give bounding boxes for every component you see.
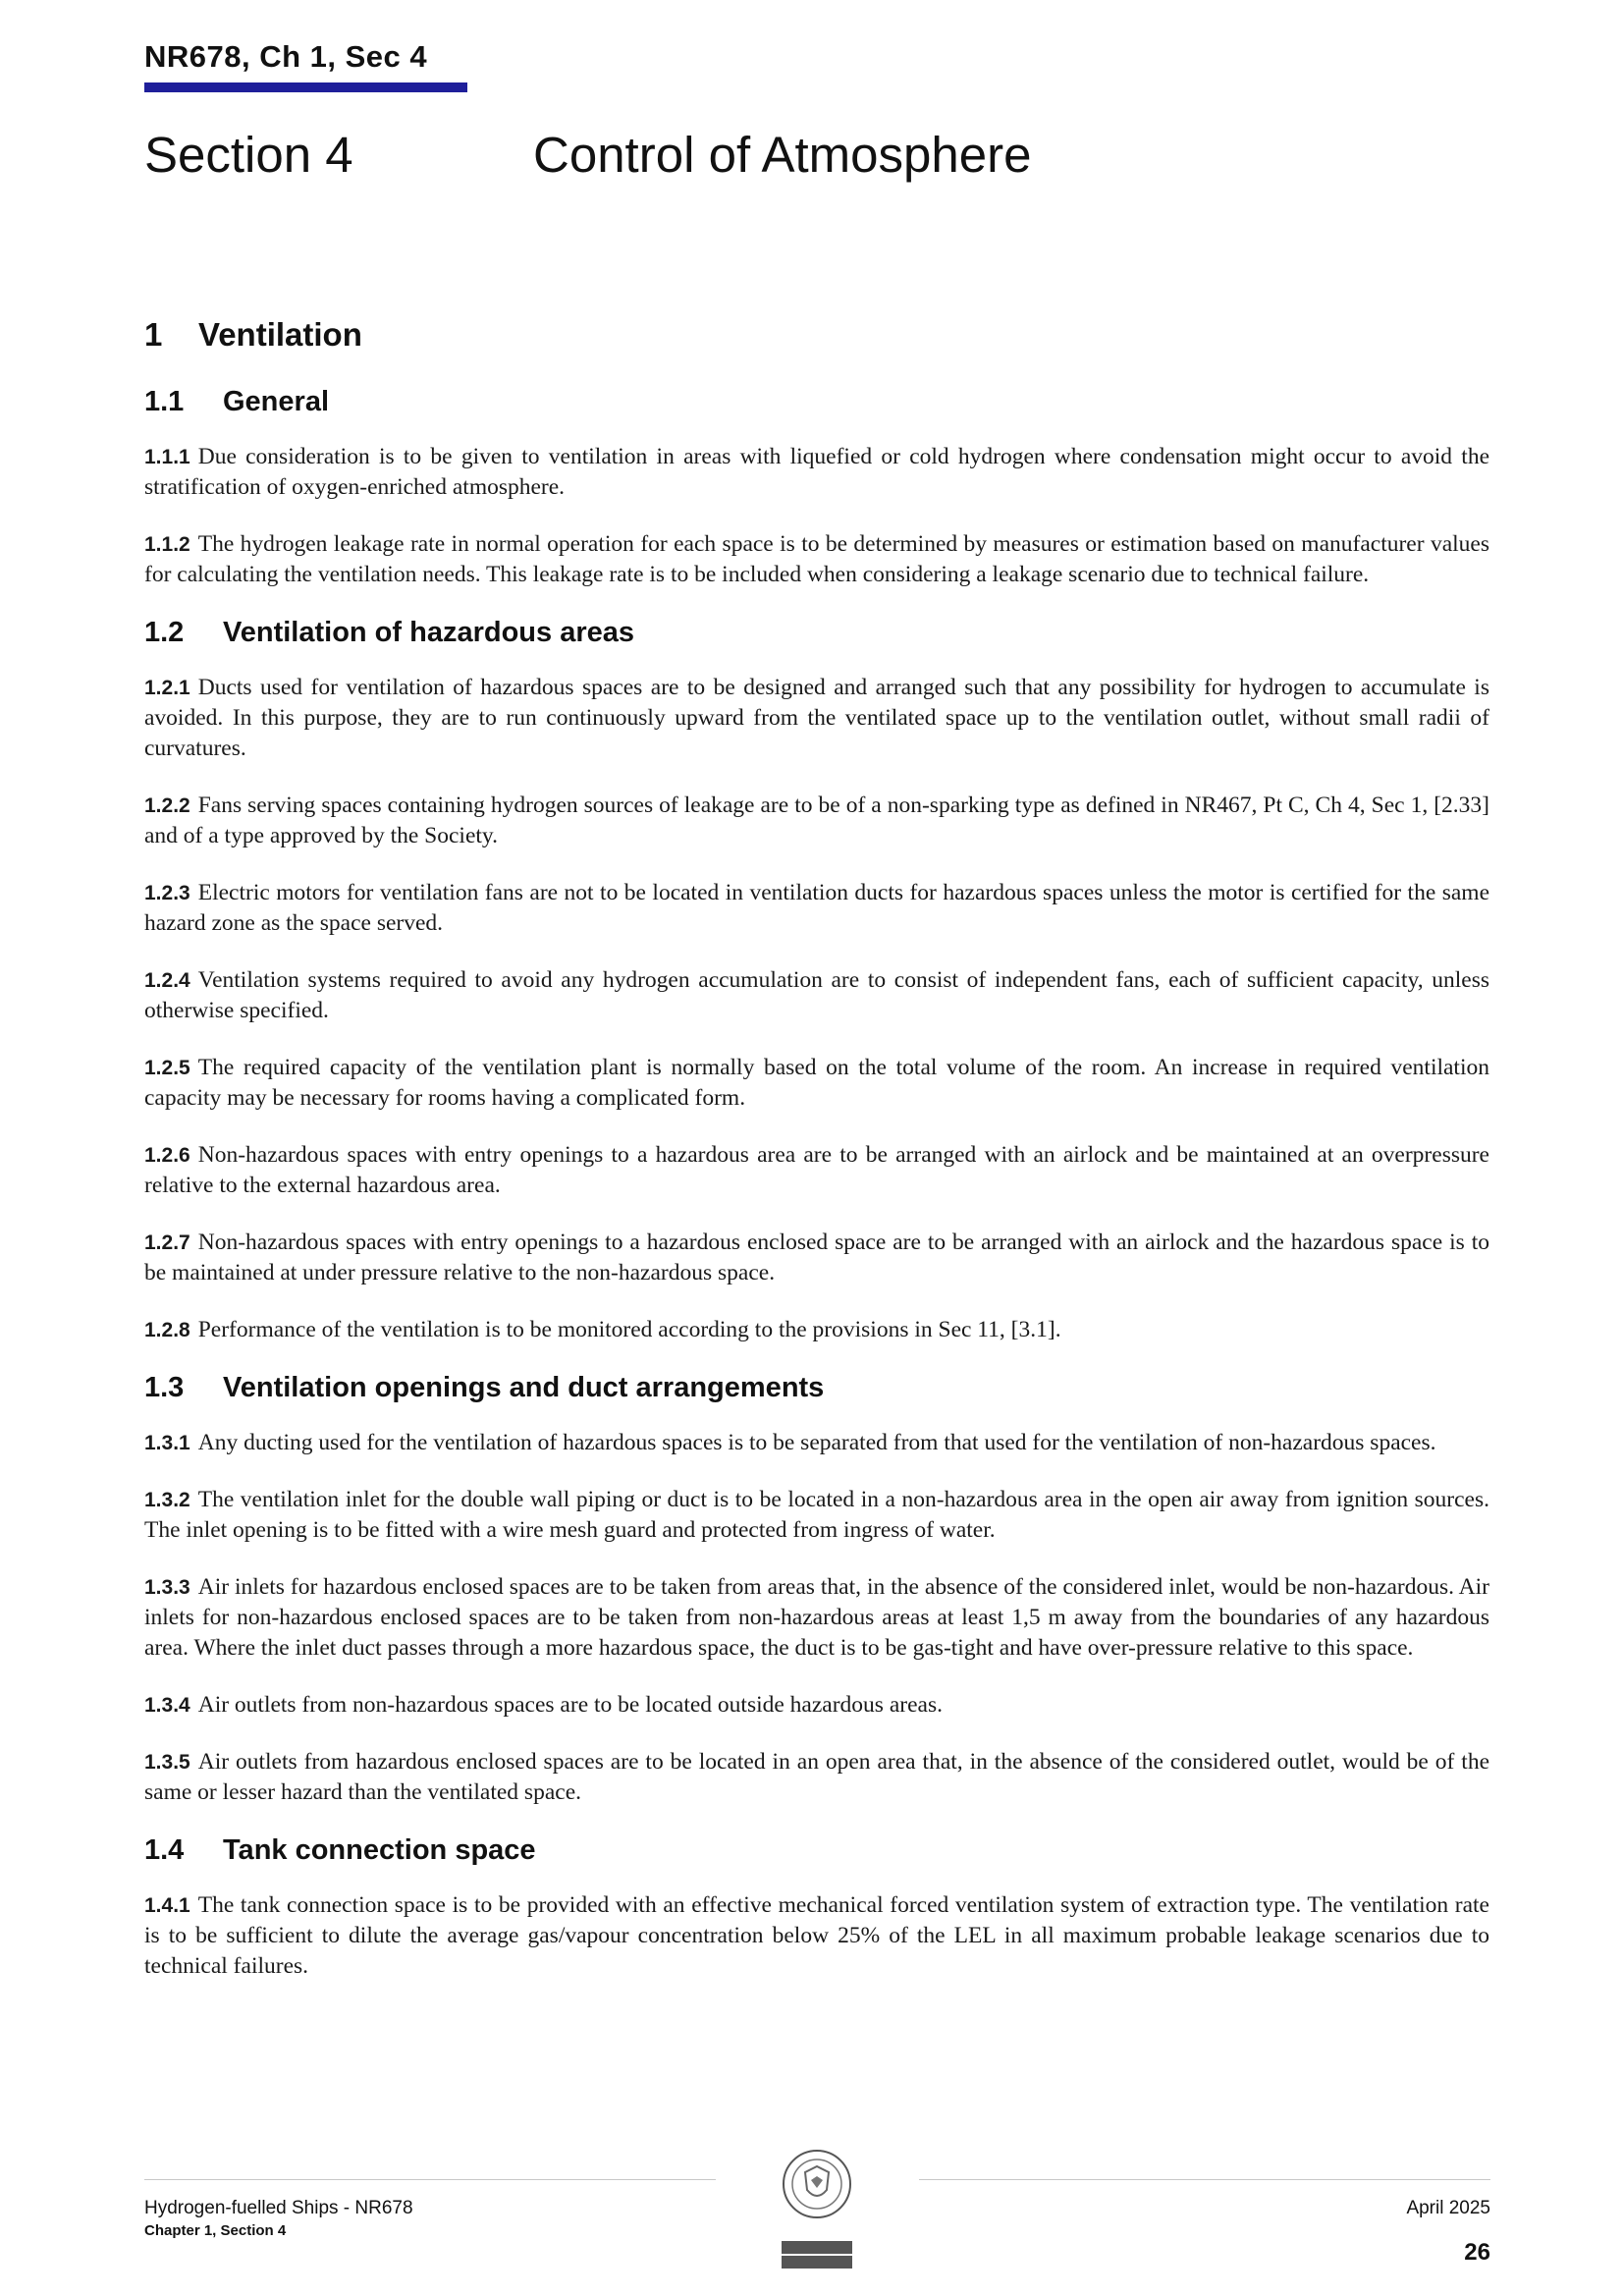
- heading-text: Ventilation of hazardous areas: [223, 617, 634, 648]
- article-paragraph: [144, 1315, 1489, 1345]
- header-accent-bar: [144, 82, 467, 92]
- article-paragraph: [144, 1572, 1489, 1664]
- article-number: 1.2.3: [144, 882, 190, 904]
- heading-level-2: [144, 617, 1489, 649]
- article-text: The hydrogen leakage rate in normal operation for each space is to be determined by measures or estimation based on manufacturer values for calculating the ventilation needs. This leakage rate is to be included when considering a leakage scenario due to technical failure.: [144, 531, 1489, 587]
- footer-chapter: Chapter 1, Section 4: [144, 2222, 287, 2239]
- heading-number: 1.1: [144, 386, 185, 417]
- article-number: 1.2.7: [144, 1231, 190, 1254]
- article-number: 1.2.2: [144, 794, 190, 817]
- article-number: 1.1.2: [144, 533, 190, 556]
- article-number: 1.1.1: [144, 446, 190, 468]
- heading-number: 1.3: [144, 1372, 185, 1403]
- article-paragraph: [144, 965, 1489, 1026]
- article-number: 1.2.4: [144, 969, 190, 992]
- article-text: Air inlets for hazardous enclosed spaces are to be taken from areas that, in the absence of the considered inlet, would be non-hazardous. Air inlets for non-hazardous enclosed spaces are to be taken from non-hazardous areas at least 1,5 m away from the boundaries of any hazardous area. Where the inlet duct passes through a more hazardous space, the duct is to be gas-tight and have over-pressure relative to this space.: [144, 1574, 1489, 1661]
- heading-text: Ventilation: [198, 316, 362, 353]
- article-text: Performance of the ventilation is to be monitored according to the provisions in Sec 11, [3.1].: [197, 1317, 1061, 1342]
- article-number: 1.3.1: [144, 1432, 190, 1454]
- footer-rule-right: [919, 2179, 1490, 2180]
- article-paragraph: [144, 1228, 1489, 1288]
- heading-text: Tank connection space: [223, 1834, 536, 1866]
- heading-level-1: [144, 316, 1489, 354]
- article-paragraph: [144, 1053, 1489, 1114]
- article-number: 1.2.8: [144, 1319, 190, 1341]
- article-paragraph: [144, 673, 1489, 764]
- article-text: Air outlets from hazardous enclosed spaces are to be located in an open area that, in the absence of the considered outlet, would be of the same or lesser hazard than the ventilated space.: [144, 1749, 1489, 1805]
- section-name: Control of Atmosphere: [533, 127, 1032, 183]
- article-paragraph: [144, 878, 1489, 939]
- article-number: 1.2.1: [144, 677, 190, 699]
- article-paragraph: [144, 529, 1489, 590]
- article-number: 1.4.1: [144, 1894, 190, 1917]
- article-paragraph: [144, 1428, 1489, 1458]
- article-paragraph: [144, 1140, 1489, 1201]
- footer-date: April 2025: [1406, 2198, 1490, 2218]
- heading-level-2: [144, 1834, 1489, 1867]
- heading-number: 1: [144, 316, 163, 353]
- article-number: 1.3.3: [144, 1576, 190, 1599]
- article-paragraph: [144, 1890, 1489, 1982]
- article-text: Air outlets from non-hazardous spaces are to be located outside hazardous areas.: [197, 1692, 943, 1718]
- article-paragraph: [144, 1747, 1489, 1808]
- article-text: Ducts used for ventilation of hazardous spaces are to be designed and arranged such that any possibility for hydrogen to accumulate is avoided. In this purpose, they are to run continuously upward from the ventilated space up to the ventilation outlet, without small radii of curvatures.: [144, 675, 1489, 761]
- article-paragraph: [144, 442, 1489, 503]
- article-number: 1.3.2: [144, 1489, 190, 1511]
- article-number: 1.2.5: [144, 1057, 190, 1079]
- footer-document-title: Hydrogen-fuelled Ships - NR678: [144, 2198, 413, 2218]
- article-text: The tank connection space is to be provided with an effective mechanical forced ventilation system of extraction type. The ventilation rate is to be sufficient to dilute the average gas/vapour concentration below 25% of the LEL in all maximum probable leakage scenarios due to technical failures.: [144, 1892, 1489, 1979]
- section-number: Section 4: [144, 127, 353, 183]
- bureau-veritas-logo-icon: [768, 2147, 866, 2274]
- heading-level-2: [144, 386, 1489, 418]
- article-paragraph: [144, 1690, 1489, 1721]
- article-number: 1.3.4: [144, 1694, 190, 1717]
- article-number: 1.3.5: [144, 1751, 190, 1774]
- article-text: Non-hazardous spaces with entry openings to a hazardous area are to be arranged with an airlock and be maintained at an overpressure relative to the external hazardous area.: [144, 1142, 1489, 1198]
- article-text: Fans serving spaces containing hydrogen sources of leakage are to be of a non-sparking type as defined in NR467, Pt C, Ch 4, Sec 1, [2.33] and of a type approved by the Society.: [144, 793, 1489, 848]
- footer-rule-left: [144, 2179, 716, 2180]
- article-text: Non-hazardous spaces with entry openings to a hazardous enclosed space are to be arranged with an airlock and the hazardous space is to be maintained at under pressure relative to the non-hazardous space.: [144, 1230, 1489, 1285]
- article-number: 1.2.6: [144, 1144, 190, 1167]
- article-text: The ventilation inlet for the double wall piping or duct is to be located in a non-hazardous area in the open air away from ignition sources. The inlet opening is to be fitted with a wire mesh guard and protected from ingress of water.: [144, 1487, 1489, 1543]
- heading-number: 1.4: [144, 1834, 185, 1866]
- heading-text: General: [223, 386, 329, 417]
- page-number: 26: [1464, 2239, 1490, 2266]
- heading-text: Ventilation openings and duct arrangements: [223, 1372, 825, 1403]
- document-body: [144, 316, 1489, 2008]
- article-text: The required capacity of the ventilation plant is normally based on the total volume of the room. An increase in required ventilation capacity may be necessary for rooms having a complicated form.: [144, 1055, 1489, 1111]
- article-text: Electric motors for ventilation fans are not to be located in ventilation ducts for hazardous spaces unless the motor is certified for the same hazard zone as the space served.: [144, 880, 1489, 936]
- article-text: Ventilation systems required to avoid any hydrogen accumulation are to consist of independent fans, each of sufficient capacity, unless otherwise specified.: [144, 967, 1489, 1023]
- running-header: NR678, Ch 1, Sec 4: [144, 39, 428, 74]
- article-text: Due consideration is to be given to ventilation in areas with liquefied or cold hydrogen where condensation might occur to avoid the stratification of oxygen-enriched atmosphere.: [144, 444, 1489, 500]
- heading-level-2: [144, 1372, 1489, 1404]
- article-paragraph: [144, 791, 1489, 851]
- article-text: Any ducting used for the ventilation of hazardous spaces is to be separated from that used for the ventilation of non-hazardous spaces.: [197, 1430, 1436, 1455]
- article-paragraph: [144, 1485, 1489, 1546]
- heading-number: 1.2: [144, 617, 185, 648]
